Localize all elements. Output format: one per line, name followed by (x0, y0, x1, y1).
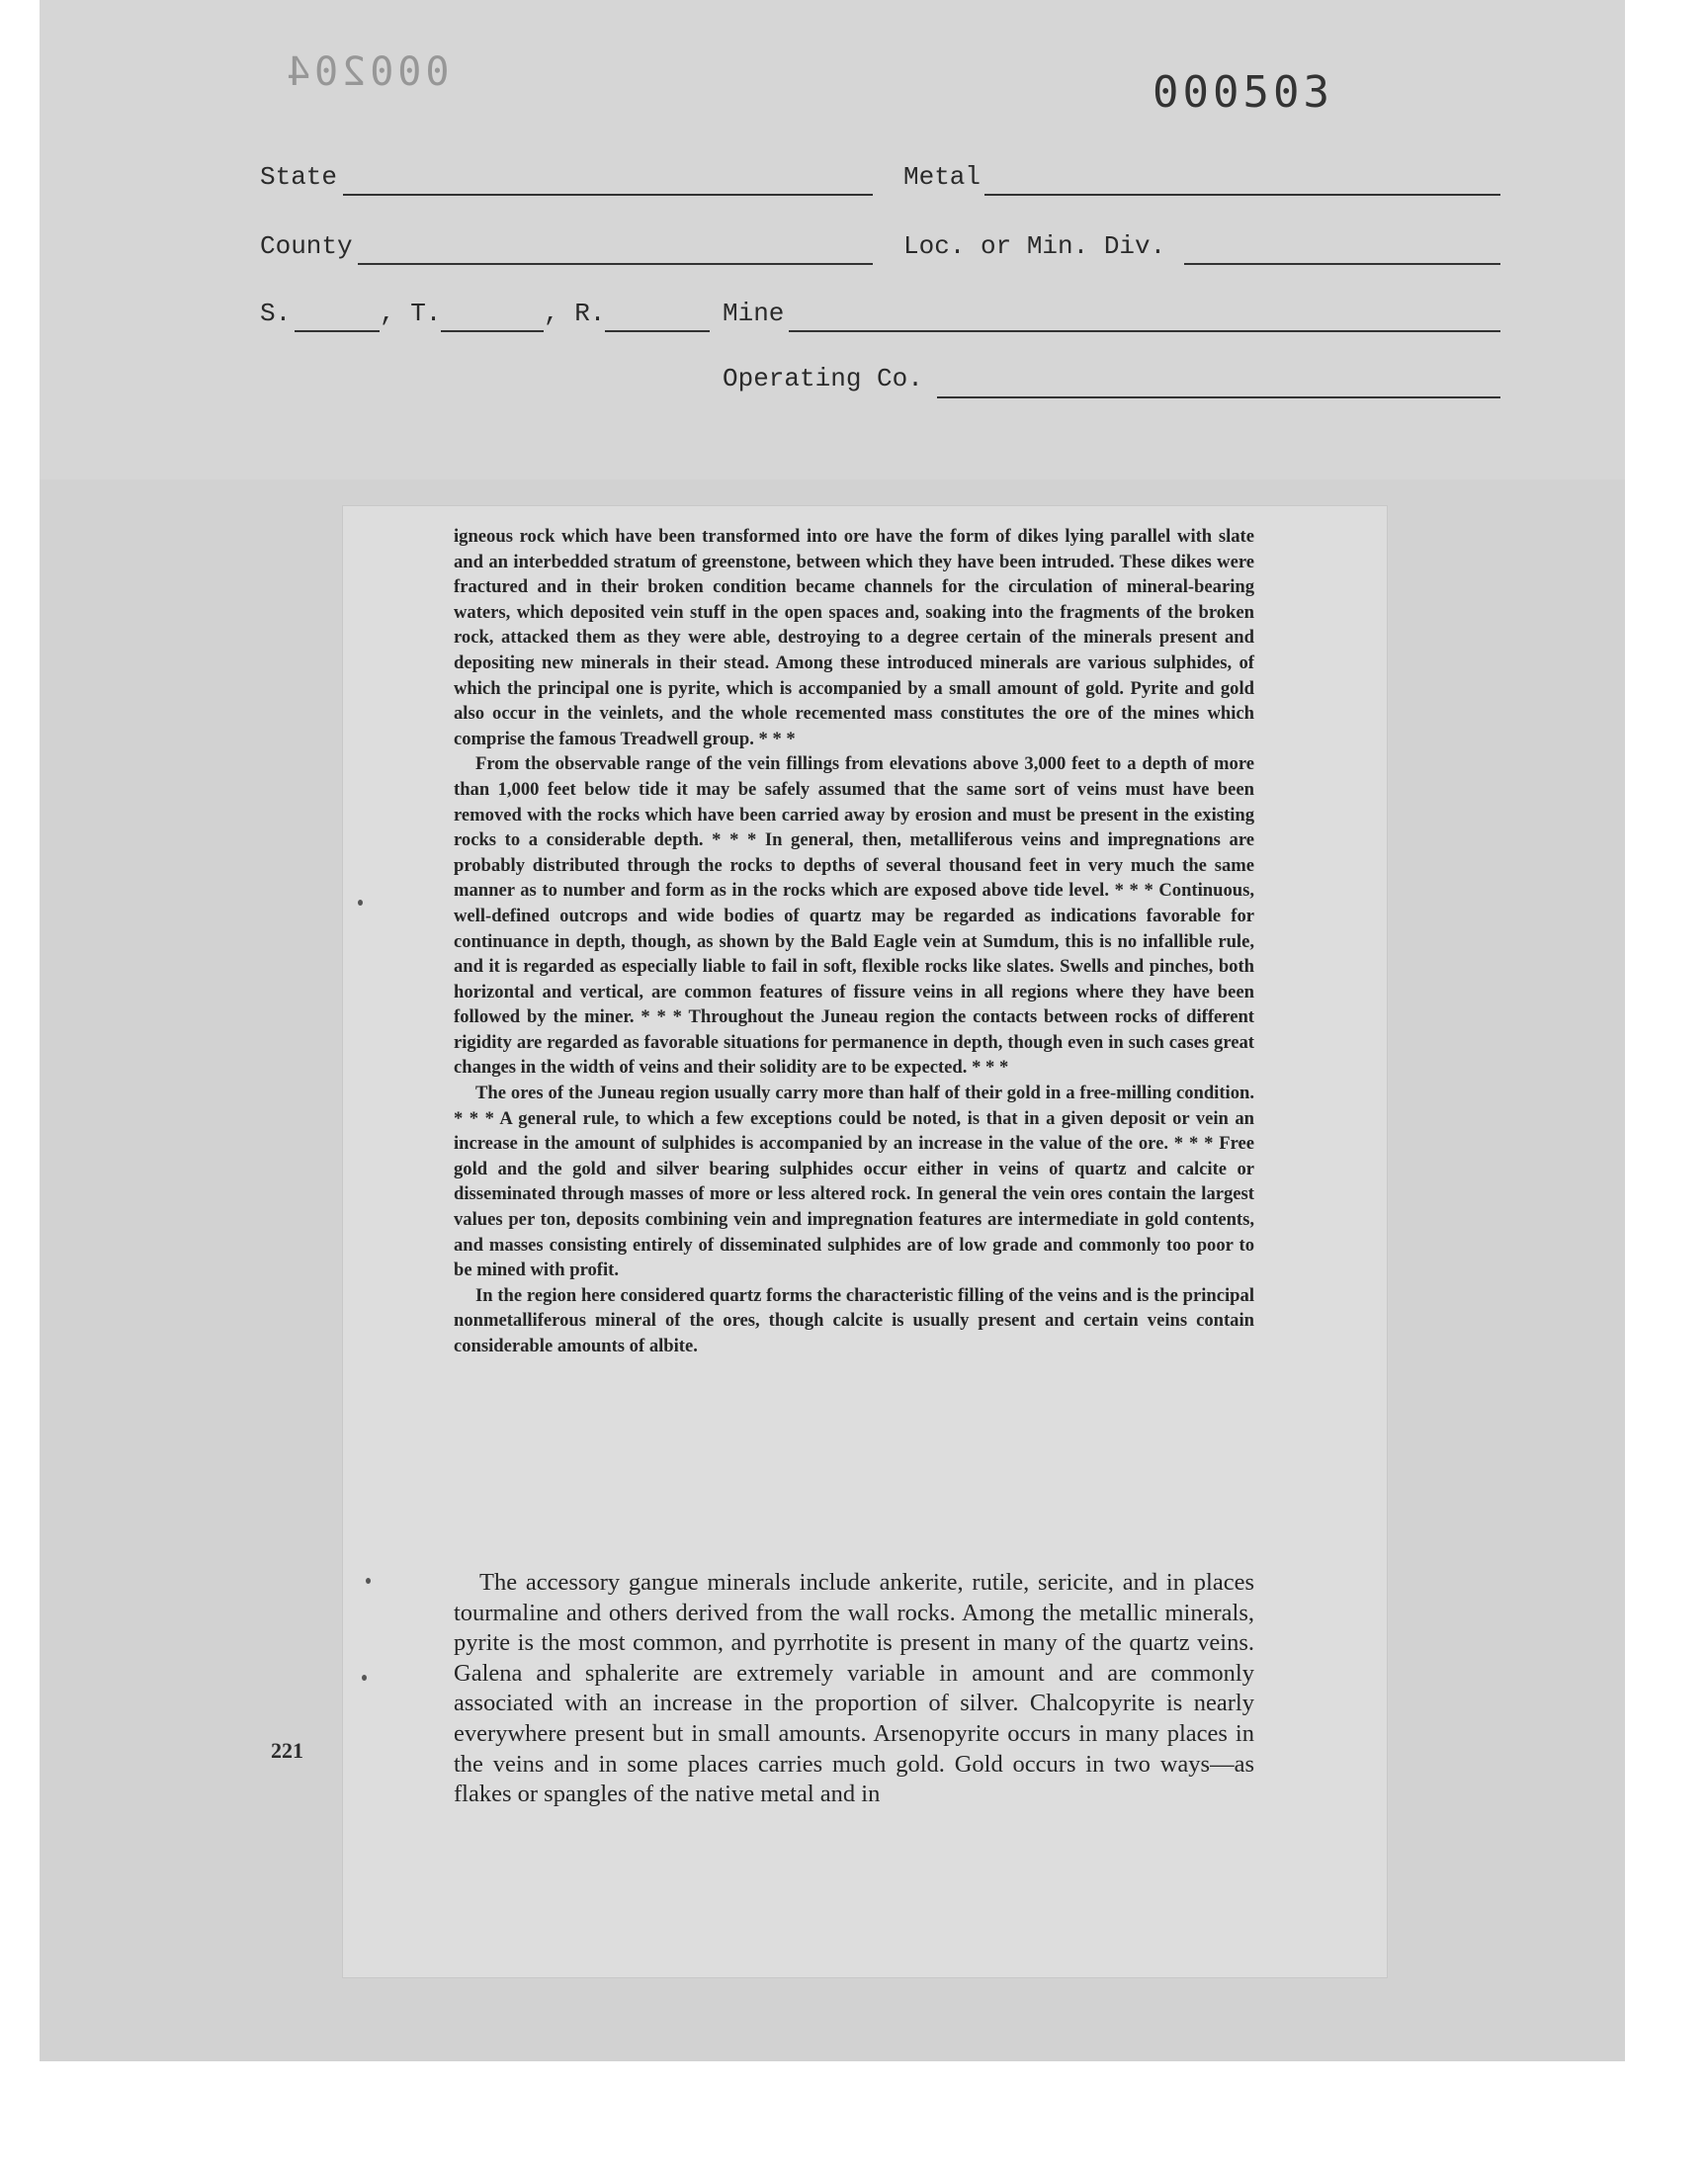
metal-field[interactable] (984, 194, 1500, 196)
loc-min-div-field[interactable] (1184, 263, 1500, 265)
operating-co-field[interactable] (937, 396, 1500, 398)
county-field[interactable] (358, 263, 873, 265)
small-print-section (454, 524, 1254, 1359)
mine-field[interactable] (789, 330, 1500, 332)
township-label: , T. (380, 299, 442, 328)
county-label: County (260, 231, 353, 261)
page-number: 221 (271, 1738, 303, 1763)
paragraph: The ores of the Juneau region usually carry more than half of their gold in a free-milling condition. * * * A general rule, to which a few exceptions could be noted, is that in a given deposit or vein an increase in the amount of sulphides is accompanied by an increase in the value of the ore. * * * Free gold and the gold and silver bearing sulphides occur either in veins of quartz and calcite or disseminated through masses of more or less altered rock. In general the vein ores contain the largest values per ton, deposits combining vein and impregnation features are intermediate in gold contents, and masses consisting entirely of disseminated sulphides are of low grade and commonly too poor to be mined with profit. (454, 1083, 1254, 1281)
document-number-stamp: 000503 (1153, 67, 1333, 118)
state-field[interactable] (343, 194, 873, 196)
large-print-section (454, 1568, 1254, 1810)
range-field[interactable] (605, 330, 710, 332)
mine-label: Mine (723, 299, 785, 328)
paragraph: The accessory gangue minerals include ankerite, rutile, sericite, and in places tourmaline and others derived from the wall rocks. Among the metallic minerals, pyrite is the most common, and pyrrhotite is present in many of the quartz veins. Galena and sphalerite are extremely variable in amount and are commonly associated with an increase in the proportion of silver. Chalcopyrite is nearly everywhere present but in small amounts. Arsenopyrite occurs in many places in the veins and in some places carries much gold. Gold occurs in two ways—as flakes or spangles of the native metal and in (454, 1569, 1254, 1808)
township-field[interactable] (441, 330, 544, 332)
metal-label: Metal (903, 162, 982, 192)
paragraph: igneous rock which have been transformed into ore have the form of dikes lying parallel with slate and an interbedded stratum of greenstone, between which they have been intruded. These dikes were fractured and in their broken condition became channels for the circulation of mineral-bearing waters, which deposited vein stuff in the open spaces and, soaking into the fragments of the broken rock, attacked them as they were able, destroying to a degree certain of the minerals present and depositing new minerals in their stead. Among these introduced minerals are various sulphides, of which the principal one is pyrite, which is accompanied by a small amount of gold. Pyrite and gold also occur in the veinlets, and the whole recemented mass constitutes the ore of the mines which comprise the famous Treadwell group. * * * (454, 526, 1254, 749)
section-field[interactable] (295, 330, 380, 332)
range-label: , R. (544, 299, 606, 328)
margin-mark (358, 900, 363, 906)
mirrored-stamp-number: 000204 (283, 49, 450, 95)
section-label: S. (260, 299, 292, 328)
paragraph: From the observable range of the vein fillings from elevations above 3,000 feet to a depth of more than 1,000 feet below tide it may be safely assumed that the same sort of veins must have been removed with the rocks which have been carried away by erosion and must be present in the existing rocks to a considerable depth. * * * In general, then, metalliferous veins and impregnations are probably distributed through the rocks to depths of several thousand feet in very much the same manner as to number and form as in the rocks which are exposed above tide level. * * * Continuous, well-defined outcrops and wide bodies of quartz may be regarded as indications favorable for continuance in depth, though, as shown by the Bald Eagle vein at Sumdum, this is no infallible rule, and it is regarded as especially liable to fail in soft, flexible rocks like slates. Swells and pinches, both horizontal and vertical, are common features of fissure veins in all regions where they have been followed by the miner. * * * Throughout the Juneau region the contacts between rocks of different rigidity are regarded as favorable situations for permanence in depth, though even in such cases great changes in the width of veins and their solidity are to be expected. * * * (454, 753, 1254, 1079)
state-label: State (260, 162, 338, 192)
paragraph: In the region here considered quartz forms the characteristic filling of the veins and is the principal nonmetalliferous mineral of the ores, though calcite is usually present and certain veins contain considerable amounts of albite. (454, 1284, 1254, 1356)
operating-co-label: Operating Co. (723, 364, 923, 393)
loc-min-div-label: Loc. or Min. Div. (903, 231, 1166, 261)
margin-mark (362, 1675, 367, 1681)
margin-mark (366, 1578, 371, 1584)
